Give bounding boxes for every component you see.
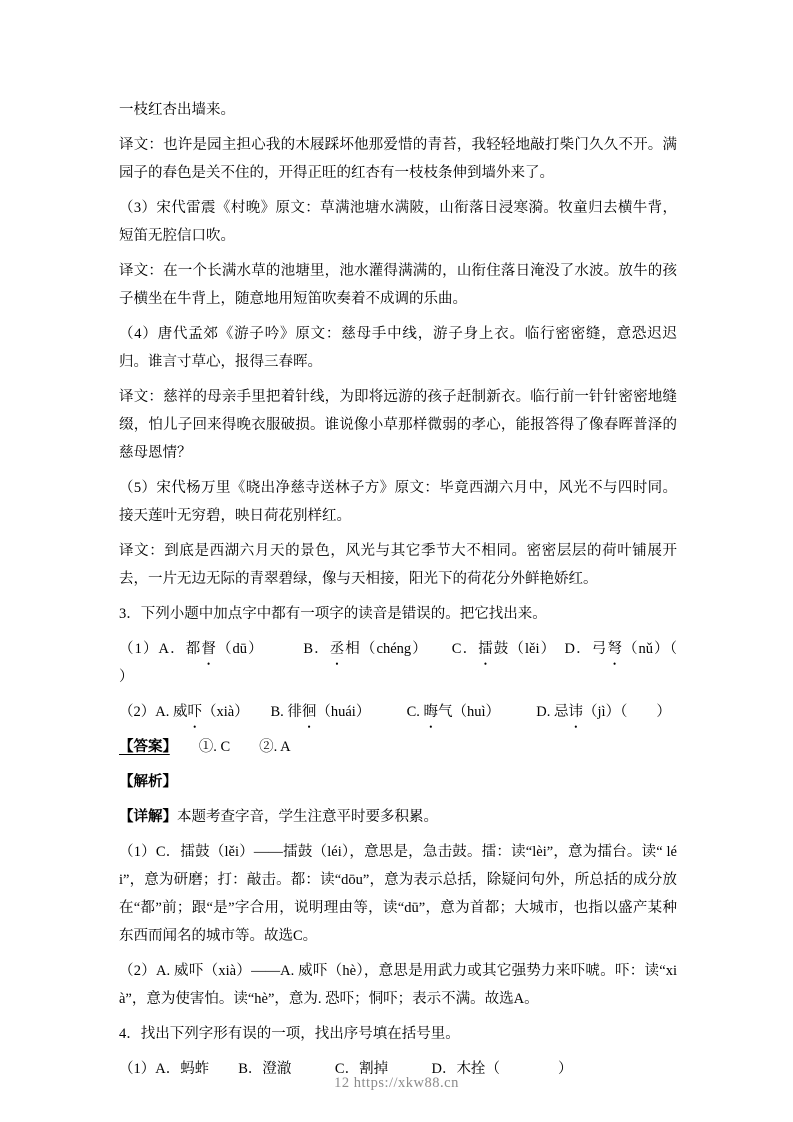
paragraph: 译文：在一个长满水草的池塘里，池水灌得满满的，山衔住落日淹没了水波。放牛的孩子横坐在牛背上，随意地用短笛吹奏着不成调的乐曲。 [119,263,677,307]
paragraph: 译文：慈祥的母亲手里把着针线，为即将远游的孩子赶制新衣。临行前一针针密密地缝缀，怕儿子回来得晚衣服破损。谁说像小草那样微弱的孝心，能报答得了像春晖普泽的慈母恩情？ [119,389,677,461]
paragraph: 3．下列小题中加点字中都有一项字的读音是错误的。把它找出来。 [119,606,547,622]
emphasized-char: 徊 [301,704,317,720]
emphasized-char: 弩 [607,641,622,657]
emphasized-char: 督 [201,641,216,657]
emphasized-char: 丞 [329,641,345,657]
paragraph: （4）唐代孟郊《游子吟》原文：慈母手中线，游子身上衣。临行密密缝，意恐迟迟归。谁言寸草心，报得三春晖。 [119,326,677,370]
paragraph: （5）宋代杨万里《晓出净慈寺送林子方》原文：毕竟西湖六月中，风光不与四时同。接天莲叶无穷碧，映日荷花别样红。 [119,480,677,524]
paragraph: （2）A. 威吓（xià）——A. 威吓（hè），意思是用武力或其它强势力来吓唬。吓：读“xià”，意为使害怕。读“hè”，意为. 恐吓；恫吓；表示不满。故选A。 [119,963,677,1007]
emphasized-char: 吓 [187,704,202,720]
paragraph: 【答案】 ①. C ②. A [119,739,291,755]
emphasized-char: 擂 [478,641,493,657]
paragraph: （1）A．都督（dū） B．丞相（chéng） C．擂鼓（lěi） D．弓弩（nǔ）（ ） [119,635,677,691]
paragraph: （1）C．擂鼓（lěi）——擂鼓（léi），意思是，急击鼓。擂：读“lèi”，意为擂台。读“ léi”，意为研磨；打：敲击。都：读“dōu”，意为表示总括，除疑问句外，所总括的成分放在“都”前；跟“是”字合用，说明理由等，读“dū”，意为首都；大城市，也指以盛产某种东西而闻名的城市等。故选C。 [119,844,677,944]
paragraph: 【详解】本题考查字音，学生注意平时要多积累。 [119,809,438,825]
paragraph: （1）A．蚂蚱 B．澄澈 C．割掉 D．木拴（ ） [119,1061,573,1077]
emphasized-char: 晦 [423,704,439,720]
paragraph: （3）宋代雷震《村晚》原文：草满池塘水满陂，山衔落日浸寒漪。牧童归去横牛背，短笛无腔信口吹。 [119,200,677,244]
paragraph: 一枝红杏出墙来。 [119,102,235,118]
paragraph: 译文：也许是园主担心我的木屐踩坏他那爱惜的青苔，我轻轻地敲打柴门久久不开。满园子的春色是关不住的，开得正旺的红杏有一枝枝条伸到墙外来了。 [119,137,677,181]
paragraph: 4．找出下列字形有误的一项，找出序号填在括号里。 [119,1026,460,1042]
paragraph: 译文：到底是西湖六月天的景色，风光与其它季节大不相同。密密层层的荷叶铺展开去，一片无边无际的青翠碧绿，像与天相接，阳光下的荷花分外鲜艳娇红。 [119,543,677,587]
paragraph: （2）A. 威吓（xià） B. 徘徊（huái） C. 晦气（huì） D. 忌讳（jì）（ ） [119,698,677,726]
page-footer-watermark: 12 https://xkw88.cn [334,1075,459,1091]
document-body [119,96,736,1090]
emphasized-char: 讳 [568,704,584,720]
paragraph: 【解析】 [119,774,177,790]
